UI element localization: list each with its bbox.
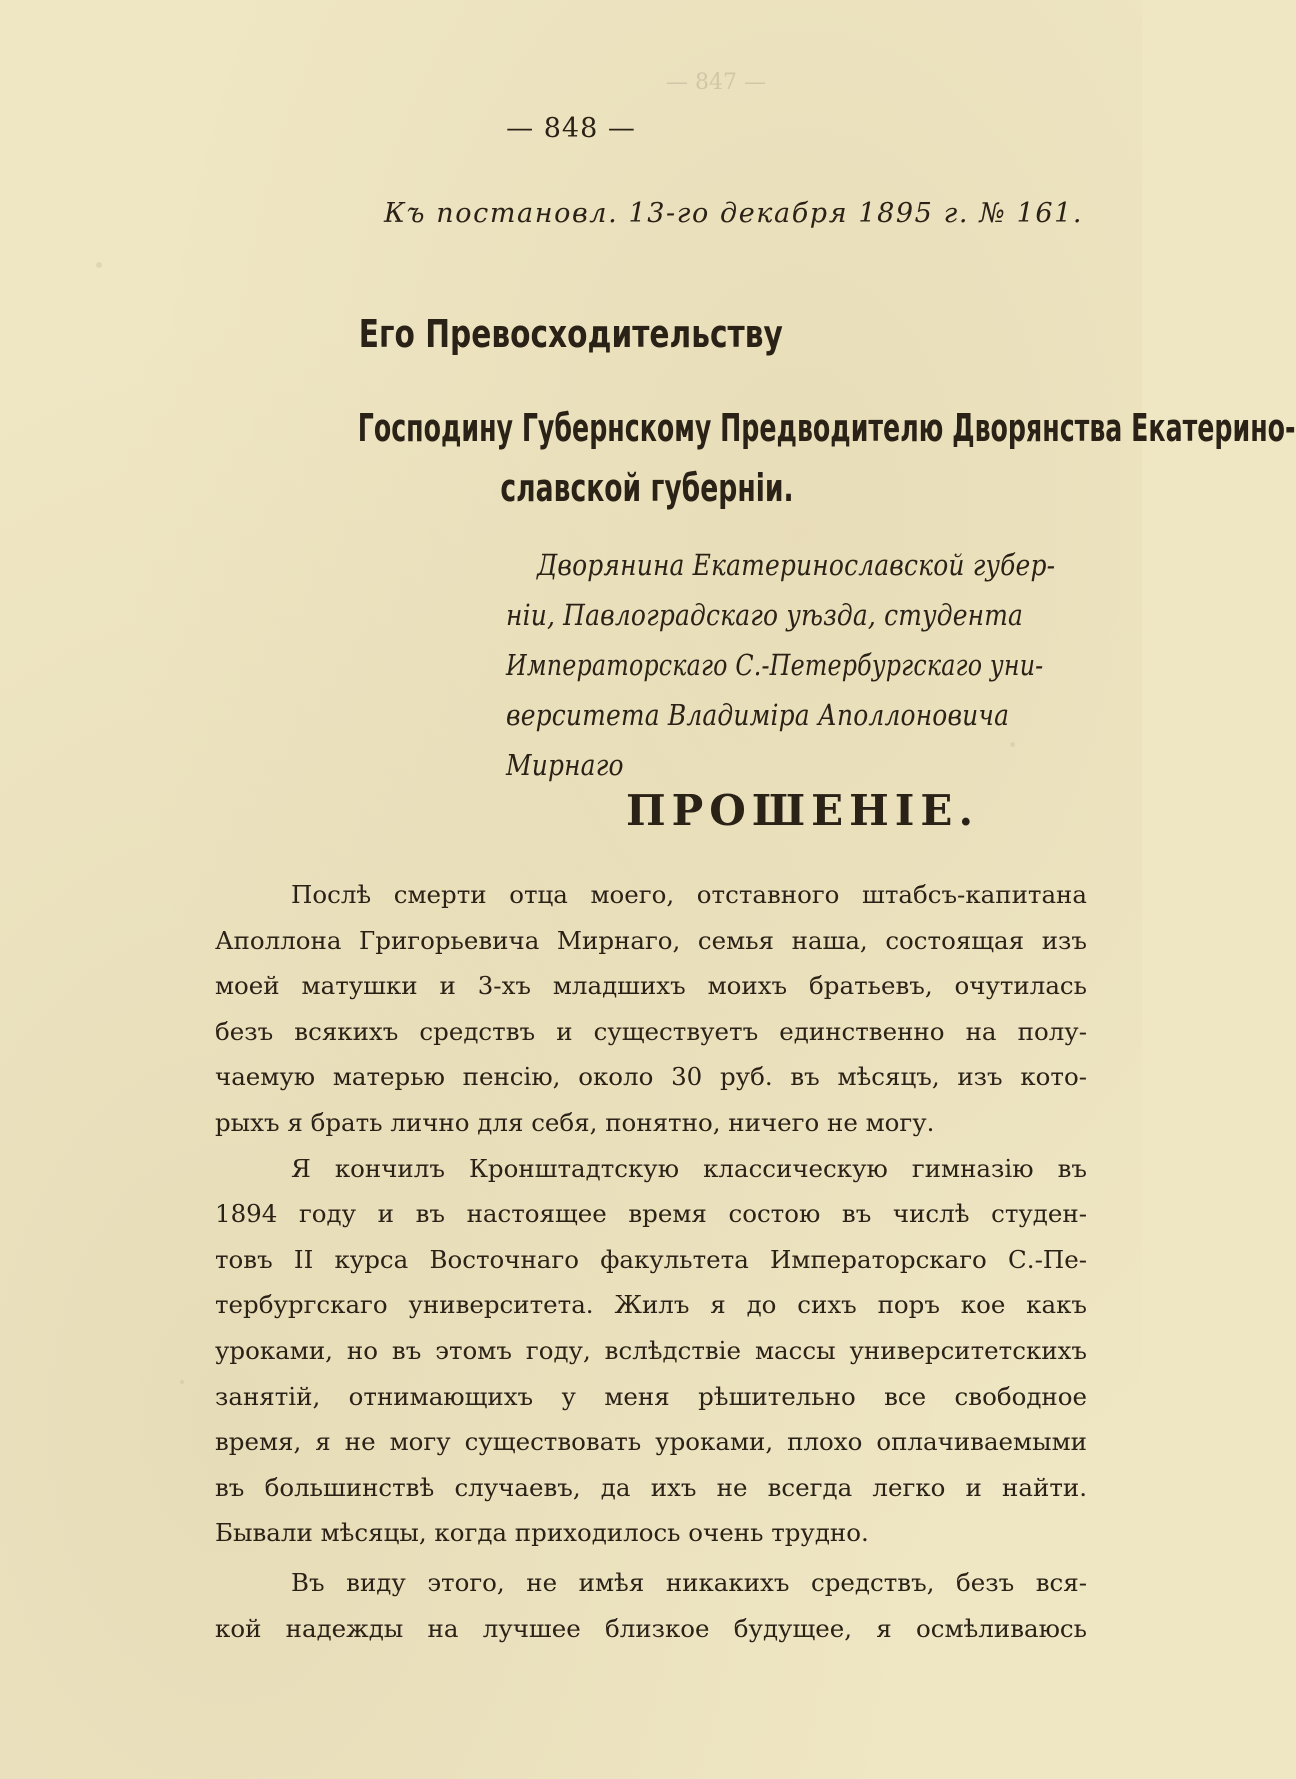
addressee-title: Его Превосходительству [358, 312, 783, 356]
body-line: въ большинствѣ случаевъ, да ихъ не всегда легко и найти. [215, 1472, 1087, 1502]
paper-stain [96, 262, 102, 268]
body-line: безъ всякихъ средствъ и существуетъ единственно на полу- [215, 1016, 1087, 1046]
body-line: Аполлона Григорьевича Мирнаго, семья наша, состоящая изъ [215, 925, 1087, 955]
body-line: тербургскаго университета. Жилъ я до сихъ поръ кое какъ [215, 1290, 1087, 1320]
petitioner-block [506, 540, 1086, 790]
paper-stain [180, 1380, 184, 1384]
ghost-page-number: — 847 — [666, 70, 766, 95]
petitioner-line: ніи, Павлоградскаго уѣзда, студента [506, 598, 1024, 632]
addressee-line: Господину Губернскому Предводителю Дворянства Екатерино- [357, 406, 1296, 450]
body-line: занятій, отнимающихъ у меня рѣшительно все свободное [215, 1381, 1087, 1411]
petitioner-line: верситета Владиміра Аполлоновича [506, 698, 1010, 732]
body-line: Я кончилъ Кронштадтскую классическую гимназію въ [291, 1153, 1087, 1183]
body-line: кой надежды на лучшее близкое будущее, я осмѣливаюсь [215, 1613, 1087, 1643]
resolution-reference: Къ постановл. 13-го декабря 1895 г. № 161. [384, 198, 1084, 229]
body-line: Бывали мѣсяцы, когда приходилось очень трудно. [215, 1518, 869, 1548]
body-line: моей матушки и 3-хъ младшихъ моихъ братьевъ, очутилась [215, 971, 1087, 1001]
petitioner-line: Императорскаго С.-Петербургскаго уни- [506, 648, 1044, 682]
body-line: рыхъ я брать лично для себя, понятно, ничего не могу. [215, 1107, 935, 1137]
petitioner-line: Мирнаго [506, 748, 624, 782]
body-line: чаемую матерью пенсію, около 30 руб. въ мѣсяцъ, изъ кото- [215, 1062, 1087, 1092]
page-number: — 848 — [506, 113, 636, 144]
body-line: уроками, но въ этомъ году, вслѣдствіе массы университетскихъ [215, 1335, 1087, 1365]
addressee-heading [212, 398, 1296, 518]
petition-body [215, 872, 1087, 1651]
addressee-line: славской губерніи. [500, 466, 794, 510]
body-line: Послѣ смерти отца моего, отставного штабсъ-капитана [291, 880, 1087, 909]
body-line: 1894 году и въ настоящее время состою въ числѣ студен- [215, 1199, 1087, 1229]
petitioner-line: Дворянина Екатеринославской губер- [536, 548, 1056, 582]
body-line: товъ II курса Восточнаго факультета Императорскаго С.-Пе- [215, 1244, 1087, 1274]
body-line: Въ виду этого, не имѣя никакихъ средствъ, безъ вся- [291, 1567, 1087, 1597]
body-line: время, я не могу существовать уроками, плохо оплачиваемыми [215, 1427, 1087, 1457]
document-title: ПРОШЕНІЕ. [626, 786, 980, 835]
